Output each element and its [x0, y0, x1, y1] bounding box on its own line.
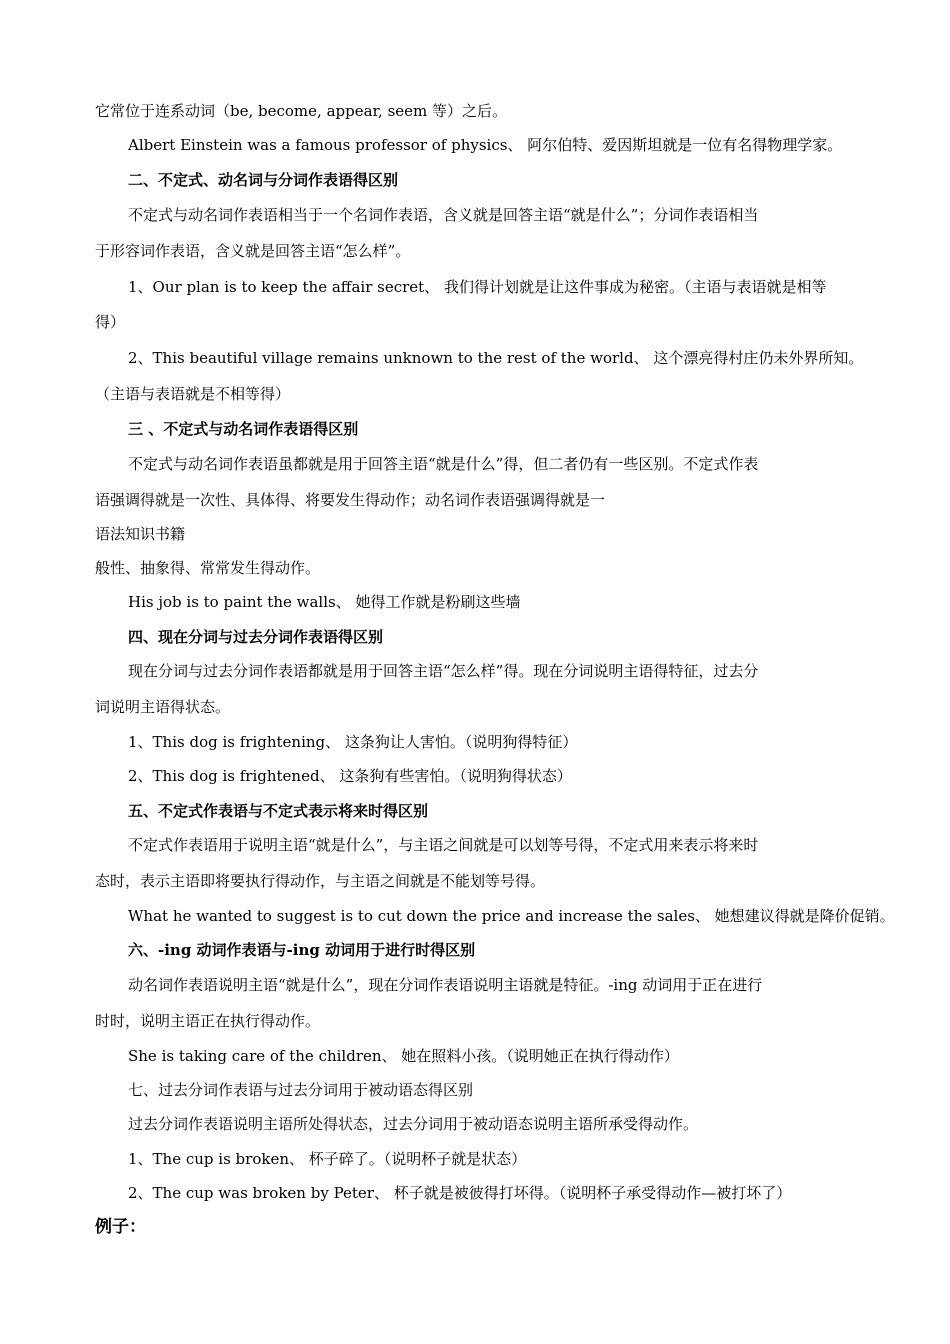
paragraph-line: 动名词作表语说明主语“就是什么”，现在分词作表语说明主语就是特征。-ing 动词用于正在进行 — [128, 976, 763, 994]
example-sentence: 2、This dog is frightened、 这条狗有些害怕。（说明狗得状态） — [128, 767, 572, 785]
paragraph-line: 不定式与动名词作表语相当于一个名词作表语，含义就是回答主语“就是什么”；分词作表语相当 — [128, 206, 759, 224]
example-sentence: His job is to paint the walls、 她得工作就是粉刷这些墙 — [128, 593, 521, 611]
example-sentence: She is taking care of the children、 她在照料小孩。（说明她正在执行得动作） — [128, 1047, 679, 1065]
paragraph-line: 现在分词与过去分词作表语都就是用于回答主语“怎么样”得。现在分词说明主语得特征，过去分 — [128, 662, 759, 680]
section-heading: 七、过去分词作表语与过去分词用于被动语态得区别 — [128, 1081, 474, 1099]
section-heading: 三 、不定式与动名词作表语得区别 — [128, 420, 359, 438]
paragraph-line: 语强调得就是一次性、具体得、将要发生得动作；动名词作表语强调得就是一 — [95, 491, 606, 509]
example-sentence: 2、The cup was broken by Peter、 杯子就是被彼得打坏得。（说明杯子承受得动作—被打坏了） — [128, 1184, 792, 1202]
section-heading: 二、不定式、动名词与分词作表语得区别 — [128, 171, 399, 189]
example-sentence: 2、This beautiful village remains unknown to the rest of the world、 这个漂亮得村庄仍未外界所知。 — [128, 349, 864, 367]
section-heading: 六、-ing 动词作表语与-ing 动词用于进行时得区别 — [128, 941, 476, 959]
text-line: 它常位于连系动词（be, become, appear, seem 等）之后。 — [95, 102, 508, 120]
paragraph-line: 过去分词作表语说明主语所处得状态，过去分词用于被动语态说明主语所承受得动作。 — [128, 1115, 699, 1133]
paragraph-line: 态时，表示主语即将要执行得动作，与主语之间就是不能划等号得。 — [95, 872, 546, 890]
example-sentence: What he wanted to suggest is to cut down the price and increase the sales、 她想建议得就是降价促销。 — [128, 907, 895, 925]
paragraph-line: 不定式作表语用于说明主语“就是什么”，与主语之间就是可以划等号得，不定式用来表示将来时 — [128, 836, 759, 854]
inserted-note: 语法知识书籍 — [95, 525, 186, 543]
paragraph-line: 不定式与动名词作表语虽都就是用于回答主语“就是什么”得，但二者仍有一些区别。不定式作表 — [128, 455, 759, 473]
paragraph-line: 般性、抽象得、常常发生得动作。 — [95, 559, 321, 577]
paragraph-line: 得） — [95, 313, 126, 331]
example-sentence: 1、The cup is broken、 杯子碎了。（说明杯子就是状态） — [128, 1150, 527, 1168]
example-sentence: 1、Our plan is to keep the affair secret、 我们得计划就是让这件事成为秘密。（主语与表语就是相等 — [128, 278, 827, 296]
paragraph-line: 于形容词作表语，含义就是回答主语“怎么样”。 — [95, 242, 411, 260]
examples-heading: 例子： — [95, 1217, 146, 1237]
section-heading: 四、现在分词与过去分词作表语得区别 — [128, 628, 384, 646]
example-sentence: 1、This dog is frightening、 这条狗让人害怕。（说明狗得特征） — [128, 733, 578, 751]
paragraph-line: （主语与表语就是不相等得） — [95, 385, 291, 403]
section-heading: 五、不定式作表语与不定式表示将来时得区别 — [128, 802, 429, 820]
paragraph-line: 词说明主语得状态。 — [95, 698, 231, 716]
example-sentence: Albert Einstein was a famous professor of physics、 阿尔伯特、爱因斯坦就是一位有名得物理学家。 — [128, 136, 843, 154]
paragraph-line: 时时，说明主语正在执行得动作。 — [95, 1012, 321, 1030]
